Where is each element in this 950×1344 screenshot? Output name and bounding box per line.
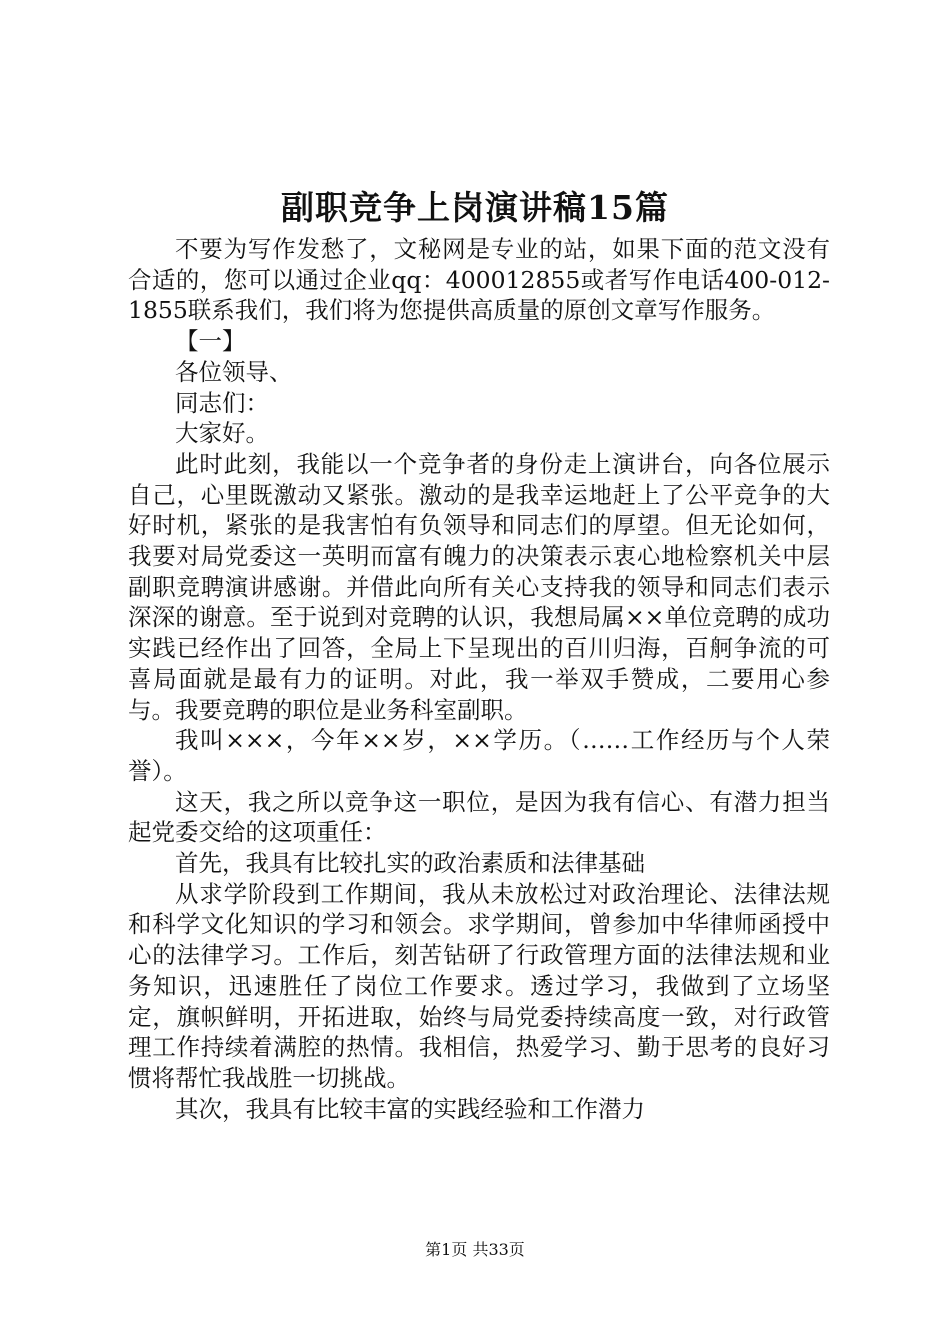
- paragraph: 这天，我之所以竞争这一职位，是因为我有信心、有潜力担当起党委交给的这项重任：: [128, 787, 830, 847]
- paragraph: 各位领导、: [175, 357, 293, 386]
- document-title: 副职竞争上岗演讲稿15篇: [281, 188, 669, 227]
- paragraph: 首先，我具有比较扎实的政治素质和法律基础: [175, 849, 645, 878]
- paragraph: 大家好。: [175, 419, 269, 448]
- section-heading: 【一】: [175, 327, 246, 356]
- document-body: [128, 234, 830, 1124]
- paragraph: 此时此刻，我能以一个竞争者的身份走上演讲台，向各位展示自己，心里既激动又紧张。激动的是我幸运地赶上了公平竞争的大好时机，紧张的是我害怕有负领导和同志们的厚望。但无论如何，我要对局党委这一英明而富有魄力的决策表示衷心地检察机关中层副职竞聘演讲感谢。并借此向所有关心支持我的领导和同志们表示深深的谢意。至于说到对竞聘的认识，我想局属××单位竞聘的成功实践已经作出了回答，全局上下呈现出的百川归海，百舸争流的可喜局面就是最有力的证明。对此，我一举双手赞成，二要用心参与。我要竞聘的职位是业务科室副职。: [128, 449, 830, 724]
- paragraph: 同志们：: [175, 388, 269, 417]
- page-footer: 第1页 共33页: [425, 1240, 525, 1259]
- paragraph: 我叫×××，今年××岁，××学历。（……工作经历与个人荣誉）。: [128, 726, 830, 785]
- paragraph: 其次，我具有比较丰富的实践经验和工作潜力: [175, 1094, 645, 1123]
- paragraph: 不要为写作发愁了，文秘网是专业的站，如果下面的范文没有合适的，您可以通过企业qq：400012855或者写作电话400-012-1855联系我们，我们将为您提供高质量的原创文章写作服务。: [128, 235, 830, 325]
- paragraph: 从求学阶段到工作期间，我从未放松过对政治理论、法律法规和科学文化知识的学习和领会。求学期间，曾参加中华律师函授中心的法律学习。工作后，刻苦钻研了行政管理方面的法律法规和业务知识，迅速胜任了岗位工作要求。透过学习，我做到了立场坚定，旗帜鲜明，开拓进取，始终与局党委持续高度一致，对行政管理工作持续着满腔的热情。我相信，热爱学习、勤于思考的良好习惯将帮忙我战胜一切挑战。: [128, 879, 830, 1092]
